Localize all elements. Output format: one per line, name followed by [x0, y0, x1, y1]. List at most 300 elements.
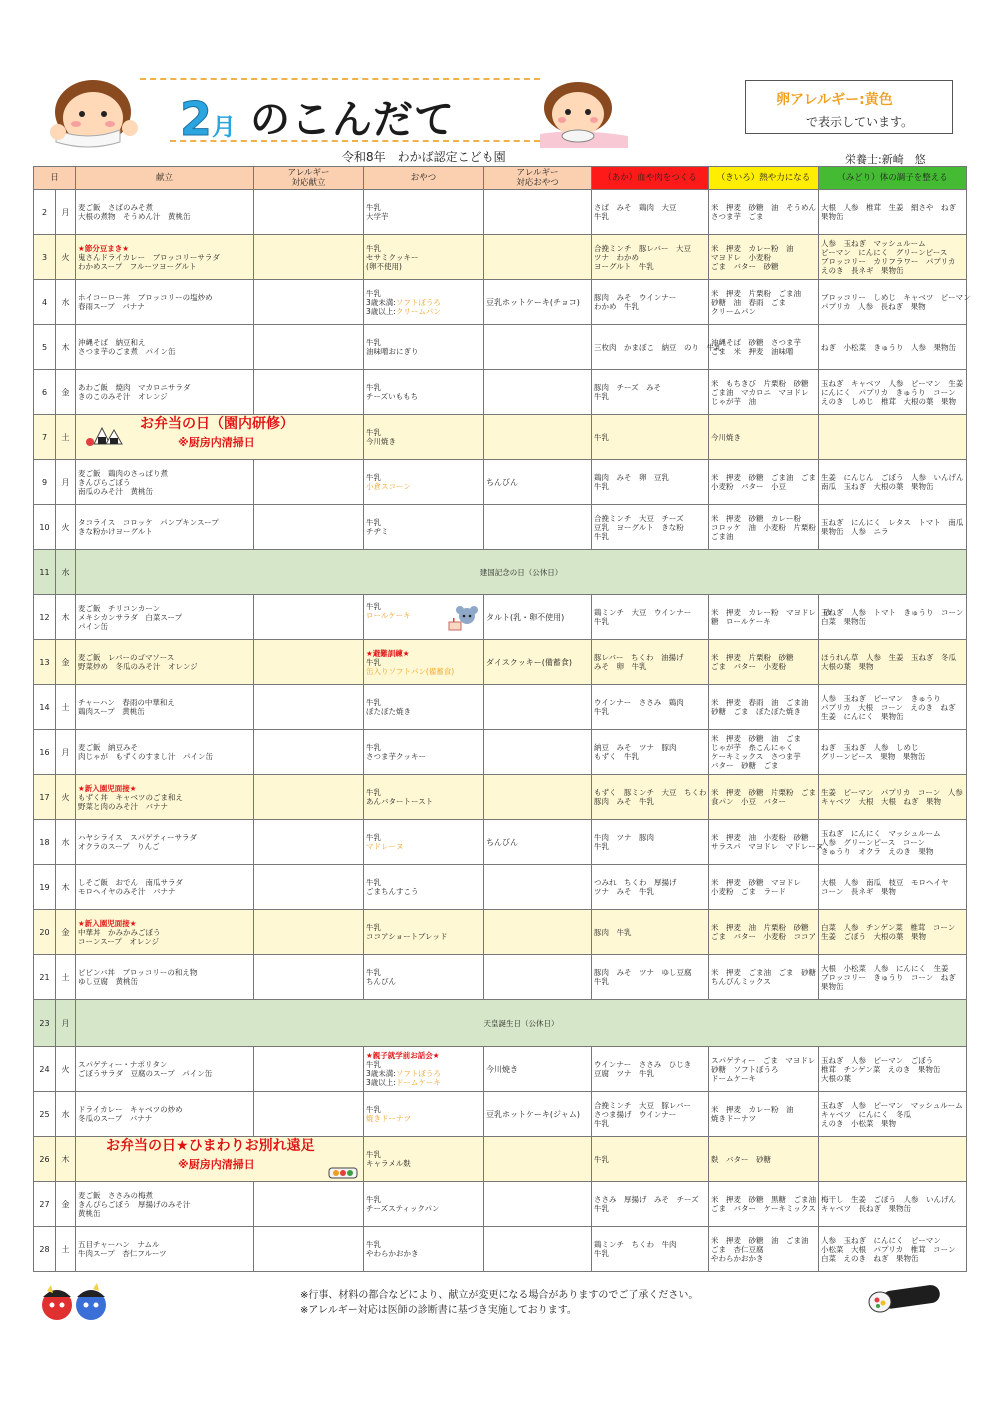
red-group-cell — [592, 595, 709, 640]
cell-line: 合挽ミンチ 大豆 チーズ — [594, 513, 684, 523]
column-header-allergy-menu: アレルギー 対応献立 — [254, 167, 364, 190]
cell-line: 牛乳 — [366, 1240, 382, 1249]
weekday: 土 — [56, 955, 76, 1000]
cell-line: 玉ねぎ にんにく マッシュルーム — [821, 828, 941, 838]
cell-line: 沖縄そば 砂糖 さつま芋 — [711, 338, 802, 347]
day-number: 5 — [34, 325, 56, 370]
cell-line: 米 押麦 砂糖 油 そうめん — [711, 203, 817, 212]
cell-line: さつま芋 ごま — [711, 212, 764, 221]
cell-line: 豆腐 ツナ 牛乳 — [594, 1069, 655, 1078]
day-number: 21 — [34, 955, 56, 1000]
age-prefix: 3歳未満: — [366, 1069, 396, 1078]
cell-line: わかめ 牛乳 — [594, 302, 640, 311]
table-row — [34, 235, 967, 280]
cell-line: 小倉スコーン — [366, 482, 411, 491]
cell-line: 人参 玉ねぎ ピーマン きゅうり — [821, 693, 941, 703]
cell-line: 肉じゃが もずくのすまし汁 パイン缶 — [78, 752, 214, 761]
cell-line: 大根 人参 南瓜 枝豆 モロヘイヤ — [821, 878, 949, 887]
cell-line: 糖 ロールケーキ — [711, 617, 771, 626]
cell-line: 生姜 にんじん ごぼう 人参 いんげん — [821, 473, 964, 482]
allergy-snack-cell: ちんびん — [484, 460, 592, 505]
yellow-group-cell — [709, 820, 824, 865]
cell-line: ブロッコリー カリフラワー パプリカ — [821, 257, 956, 266]
cell-line: 生姜 にんにく 果物缶 — [821, 711, 904, 721]
column-header-allergy-snack: アレルギー 対応おやつ — [484, 167, 592, 190]
cell-line: 牛乳 — [366, 473, 382, 482]
cell-line: 人参 グリーンピース コーン — [821, 837, 926, 847]
allergy-snack-cell: 豆乳ホットケーキ(ジャム) — [484, 1092, 592, 1137]
bento-day-subtitle: ※厨房内清掃日 — [178, 1157, 255, 1171]
cell-line: ごま バター 砂糖 — [711, 261, 779, 271]
cell-line: 牛乳 — [366, 1105, 382, 1114]
page-header — [0, 0, 1000, 168]
cell-line: 今川焼き — [711, 432, 742, 442]
table-row — [34, 685, 967, 730]
cell-line: ねぎ 小松菜 きゅうり 人参 果物缶 — [821, 342, 957, 352]
cell-line: 果物缶 人参 ニラ — [821, 527, 889, 536]
cell-line: あわご飯 焼肉 マカロニサラダ — [78, 383, 191, 392]
cell-line: スパゲティー・ナポリタン — [78, 1060, 168, 1069]
cell-line: ツナ わかめ — [594, 252, 640, 262]
menu-cell — [76, 1092, 254, 1137]
green-group-cell — [819, 955, 967, 1000]
green-group-cell — [819, 370, 967, 415]
weekday: 金 — [56, 1182, 76, 1227]
cell-line: パプリカ 人参 長ねぎ 果物 — [821, 302, 926, 311]
cell-line: さつま芋のごま煮 パイン缶 — [78, 347, 176, 356]
day-number: 3 — [34, 235, 56, 280]
day-number: 24 — [34, 1047, 56, 1092]
yellow-group-cell — [709, 1137, 819, 1182]
cell-line: コロッケ 油 小麦粉 片栗粉 — [711, 522, 816, 532]
green-group-cell — [819, 415, 967, 460]
cell-line: キャベツ 長ねぎ 果物缶 — [821, 1204, 912, 1213]
snack-cell — [364, 775, 484, 820]
allergy-menu-cell — [254, 190, 364, 235]
table-row — [34, 370, 967, 415]
egg-allergy-snack: ソフトぼうろ — [395, 297, 441, 307]
cell-line: にんにく パプリカ きゅうり コーン — [821, 387, 956, 397]
weekday: 月 — [56, 460, 76, 505]
decorative-dash-line — [140, 78, 540, 80]
cell-line: ウインナー ささみ 鶏肉 — [594, 698, 684, 707]
cell-line: マヨドレ 小麦粉 — [711, 252, 772, 262]
cell-line: 三枚肉 かまぼこ 納豆 のり 牛乳 — [594, 342, 722, 352]
table-row — [34, 640, 967, 685]
red-group-cell — [592, 685, 709, 730]
cell-line: 牛乳 — [366, 1195, 382, 1204]
cell-line: 砂糖 ごま ぼたぼた焼き — [711, 707, 802, 716]
red-group-cell — [592, 370, 709, 415]
cell-line: きのこのみそ汁 オレンジ — [78, 392, 168, 401]
yellow-group-cell — [709, 190, 819, 235]
cell-line: 牛乳 — [366, 788, 382, 797]
weekday: 月 — [56, 730, 76, 775]
cell-line: 鶏ミンチ ちくわ 牛肉 — [594, 1240, 677, 1249]
cell-line: 豚肉 みそ ウインナー — [594, 293, 677, 302]
green-group-cell — [819, 190, 967, 235]
allergy-menu-cell — [254, 820, 364, 865]
menu-cell — [76, 910, 254, 955]
yellow-group-cell — [709, 685, 819, 730]
cell-line: 牛乳 — [366, 878, 382, 887]
cell-line: 白菜 果物缶 — [821, 617, 867, 626]
red-group-cell — [592, 280, 709, 325]
cell-line: ウインナー ささみ ひじき — [594, 1060, 692, 1069]
bento-day-title: お弁当の日（園内研修） — [140, 415, 295, 432]
cell-line: 生姜 ごぼう 大根の葉 果物 — [821, 932, 927, 941]
yellow-group-cell — [709, 370, 819, 415]
day-number: 26 — [34, 1137, 56, 1182]
cell-line: グリーンピース 果物 果物缶 — [821, 752, 926, 761]
event-label: ★新入園児面接★ — [78, 918, 137, 928]
allergy-snack-cell — [484, 505, 592, 550]
table-row — [34, 1000, 967, 1047]
cell-line: 米 押麦 油 片栗粉 砂糖 — [711, 923, 809, 932]
allergy-menu-cell — [254, 955, 364, 1000]
cell-line: あんバタートースト — [366, 797, 434, 806]
cell-line: 豚肉 牛乳 — [594, 927, 632, 937]
yellow-group-cell — [709, 460, 819, 505]
cell-line: 牛乳 — [594, 707, 610, 716]
age-prefix: 3歳以上: — [366, 1078, 396, 1087]
cell-line: 野菜炒め 冬瓜のみそ汁 オレンジ — [78, 662, 198, 671]
column-header-snack: おやつ — [364, 167, 484, 190]
age-prefix: 3歳以上: — [366, 306, 396, 316]
day-number: 20 — [34, 910, 56, 955]
green-group-cell — [819, 865, 967, 910]
cell-line: もずく丼 キャベツのごま和え — [78, 792, 184, 802]
yellow-group-cell — [709, 325, 819, 370]
cell-line: もずく 牛乳 — [594, 752, 640, 761]
green-group-cell — [819, 730, 967, 775]
snack-cell — [364, 640, 484, 685]
cell-line: 焼きドーナツ — [366, 1114, 411, 1123]
cell-line: 牛乳 — [594, 432, 610, 442]
table-row — [34, 1137, 967, 1182]
allergy-menu-cell — [254, 595, 364, 640]
weekday: 土 — [56, 415, 76, 460]
column-header-green-group: （みどり）体の調子を整える — [819, 167, 967, 190]
weekday: 木 — [56, 325, 76, 370]
cell-line: 豚肉 チーズ みそ — [594, 383, 662, 392]
cell-line: 麦ご飯 鶏肉のさっぱり煮 — [78, 468, 169, 478]
cell-line: 鶏肉スープ 黄桃缶 — [78, 707, 145, 716]
allergy-snack-cell — [484, 685, 592, 730]
green-group-cell — [819, 1047, 967, 1092]
cell-line: 小松菜 大根 パプリカ 椎茸 コーン — [821, 1244, 956, 1254]
cell-line: ピーマン にんにく グリーンピース — [821, 248, 948, 257]
cell-line: ささみ 厚揚げ みそ チーズ — [594, 1195, 699, 1204]
yellow-group-cell — [709, 865, 819, 910]
menu-cell — [76, 595, 254, 640]
allergy-menu-cell — [254, 1227, 364, 1272]
cell-line: 牛乳 — [366, 203, 382, 212]
cell-line: じゃが芋 糸こんにゃく — [711, 743, 794, 752]
cell-line: もずく 豚ミンチ 大豆 ちくわ — [594, 788, 707, 797]
cell-line: ごぼうサラダ 豆腐のスープ パイン缶 — [78, 1069, 213, 1078]
snack-cell — [364, 325, 484, 370]
cell-line: 米 押麦 カレー粉 油 — [711, 243, 794, 253]
allergy-snack-cell — [484, 1227, 592, 1272]
red-group-cell — [592, 505, 709, 550]
weekday: 月 — [56, 1000, 76, 1047]
cell-line: ごま油 マカロニ マヨドレ — [711, 387, 809, 397]
holiday-label: 建国記念の日（公休日） — [76, 550, 967, 595]
allergy-menu-cell — [254, 280, 364, 325]
cell-line: 南瓜のみそ汁 黄桃缶 — [78, 486, 154, 496]
snack-cell — [364, 730, 484, 775]
yellow-group-cell — [709, 415, 819, 460]
weekday: 火 — [56, 1047, 76, 1092]
cell-line: 牛乳 — [366, 833, 382, 842]
table-row — [34, 1047, 967, 1092]
cell-line: 焼きドーナツ — [711, 1114, 756, 1123]
table-row — [34, 955, 967, 1000]
cell-line: 米 押麦 ごま油 ごま 砂糖 — [711, 968, 817, 977]
cell-line: 麦ご飯 レバーのゴマソース — [78, 653, 175, 662]
menu-cell — [76, 1047, 254, 1092]
onigiri-bento-icon — [84, 424, 124, 448]
cell-line: ごま 米 押麦 油味噌 — [711, 347, 794, 356]
cell-line: 麩 バター 砂糖 — [711, 1154, 772, 1164]
cell-line: つみれ ちくわ 厚揚げ — [594, 878, 677, 887]
cell-line: 牛乳 — [366, 383, 382, 392]
allergy-legend-line1: 卵アレルギー:黄色 — [776, 92, 893, 108]
cell-line: 牛乳 — [594, 482, 610, 491]
cell-line: さば みそ 鶏肉 大豆 — [594, 203, 677, 212]
cell-line: 豚レバー ちくわ 油揚げ — [594, 653, 684, 662]
cell-line: 牛乳 — [366, 698, 382, 707]
cell-line: (卵不使用) — [366, 261, 402, 271]
green-group-cell — [819, 280, 971, 325]
table-row — [34, 775, 967, 820]
cell-line: コーン 長ネギ 果物 — [821, 887, 896, 896]
egg-allergy-snack: クリームパン — [395, 306, 441, 316]
table-row — [34, 865, 967, 910]
yellow-group-cell — [709, 505, 819, 550]
menu-table — [33, 166, 971, 1272]
cell-line: 大根 小松菜 人参 にんにく 生姜 — [821, 963, 949, 973]
cell-line: 人参 玉ねぎ にんにく ピーマン — [821, 1235, 941, 1245]
allergy-menu-cell — [254, 460, 364, 505]
allergy-menu-cell — [254, 1182, 364, 1227]
menu-cell — [76, 370, 254, 415]
allergy-snack-cell — [484, 190, 592, 235]
cell-line: 小麦粉 バター 小豆 — [711, 482, 787, 491]
snack-cell — [364, 1182, 484, 1227]
day-number: 17 — [34, 775, 56, 820]
allergy-snack-cell — [484, 1182, 592, 1227]
cell-line: ドームケーキ — [711, 1073, 757, 1083]
allergy-menu-cell — [254, 1047, 364, 1092]
red-group-cell — [592, 1182, 709, 1227]
cell-line: 牛乳 — [594, 531, 610, 541]
cell-line: オクラのスープ りんご — [78, 842, 160, 851]
footer-notes — [300, 1288, 698, 1318]
cell-line: チヂミ — [366, 527, 389, 536]
cell-line: 米 押麦 片栗粉 砂糖 — [711, 653, 794, 662]
green-group-cell — [819, 1092, 967, 1137]
cell-line: 牛乳 — [594, 212, 610, 221]
cell-line: ぼたぼた焼き — [366, 707, 412, 716]
cell-line: ごまちんすこう — [366, 887, 419, 896]
table-row — [34, 505, 967, 550]
cell-line: ちんびんミックス — [711, 977, 771, 986]
yellow-group-cell — [709, 775, 819, 820]
allergy-legend-box — [745, 80, 953, 134]
green-group-cell — [819, 325, 967, 370]
allergy-snack-cell — [484, 415, 592, 460]
cell-line: ハヤシライス スパゲティーサラダ — [78, 833, 197, 842]
weekday: 水 — [56, 820, 76, 865]
nutritionist-name: 栄養士:新崎 悠 — [845, 153, 926, 166]
weekday: 金 — [56, 640, 76, 685]
cell-line: 牛乳 — [594, 842, 610, 851]
green-group-cell — [819, 1227, 967, 1272]
footer-note-2: ※アレルギー対応は医師の診断書に基づき実施しております。 — [300, 1305, 577, 1316]
snack-cell — [364, 955, 484, 1000]
red-group-cell — [592, 955, 709, 1000]
cell-line: メキシカンサラダ 白菜スープ — [78, 612, 183, 622]
day-number: 18 — [34, 820, 56, 865]
age-snack-line — [366, 307, 481, 316]
green-group-cell — [819, 595, 967, 640]
snack-cell — [364, 505, 484, 550]
day-number: 27 — [34, 1182, 56, 1227]
cell-line: 米 押麦 片栗粉 ごま油 — [711, 288, 802, 298]
mouse-cake-icon — [447, 606, 481, 632]
title-text: のこんだて — [250, 97, 456, 143]
allergy-legend-line2: で表示しています。 — [806, 115, 914, 129]
allergy-snack-cell — [484, 370, 592, 415]
day-number: 13 — [34, 640, 56, 685]
menu-cell — [76, 955, 254, 1000]
cell-line: 米 押麦 カレー粉 マヨドレ 砂 — [711, 608, 832, 617]
cell-line: モロヘイヤのみそ汁 バナナ — [78, 887, 176, 896]
day-number: 28 — [34, 1227, 56, 1272]
green-group-cell — [819, 775, 967, 820]
cell-line: バター 砂糖 ごま — [711, 761, 779, 770]
day-number: 7 — [34, 415, 56, 460]
cell-line: 中華丼 かみかみごぼう — [78, 927, 161, 937]
cell-line: 砂糖 油 春雨 ごま — [711, 297, 787, 307]
red-group-cell — [592, 730, 709, 775]
snack-cell — [364, 685, 484, 730]
green-group-cell — [819, 910, 967, 955]
yellow-group-cell — [709, 640, 819, 685]
weekday: 火 — [56, 505, 76, 550]
day-number: 11 — [34, 550, 56, 595]
green-group-cell — [819, 235, 967, 280]
green-group-cell — [819, 640, 967, 685]
snack-cell — [364, 910, 484, 955]
cell-line: 牛乳 — [366, 1060, 382, 1069]
allergy-snack-cell — [484, 730, 592, 775]
age-snack-line — [366, 1069, 481, 1078]
green-group-cell — [819, 685, 967, 730]
cell-line: 米 もちきび 片栗粉 砂糖 — [711, 378, 809, 388]
cell-line: 白菜 人参 チンゲン菜 椎茸 コーン — [821, 923, 956, 932]
cell-line: チャーハン 春雨の中華和え — [78, 698, 175, 707]
allergy-snack-cell: タルト(乳・卵不使用) — [484, 595, 592, 640]
day-number: 12 — [34, 595, 56, 640]
red-group-cell — [592, 325, 722, 370]
cell-line: 牛乳 — [366, 243, 382, 253]
cell-line: 麦ご飯 さばのみそ煮 — [78, 203, 154, 212]
cell-line: 南瓜 玉ねぎ 大根の葉 果物缶 — [821, 482, 934, 491]
cell-line: さつま芋クッキー — [366, 752, 427, 761]
cell-line: 牛乳 — [366, 518, 382, 527]
cell-line: 牛乳 — [366, 338, 382, 347]
cell-line: 大学芋 — [366, 212, 389, 221]
snack-cell — [364, 1047, 484, 1092]
snack-cell — [364, 1227, 484, 1272]
cell-line: タコライス コロッケ パンプキンスープ — [78, 518, 219, 527]
cell-line: 米 押麦 砂糖 ごま油 ごま — [711, 473, 817, 482]
cell-line: 牛乳 — [594, 1249, 610, 1258]
snack-cell — [364, 460, 484, 505]
cell-line: 大根の葉 果物 — [821, 662, 874, 671]
weekday: 木 — [56, 595, 76, 640]
allergy-menu-cell — [254, 1092, 364, 1137]
red-group-cell — [592, 865, 709, 910]
red-group-cell — [592, 640, 709, 685]
menu-cell — [76, 865, 254, 910]
snack-cell — [364, 235, 484, 280]
cell-line: 梅干し 生姜 ごぼう 人参 いんげん — [821, 1195, 957, 1204]
yellow-group-cell — [709, 1227, 819, 1272]
allergy-menu-cell — [254, 235, 364, 280]
menu-cell — [76, 505, 254, 550]
red-group-cell — [592, 1092, 709, 1137]
cell-line: 果物缶 — [821, 212, 844, 221]
cell-line: 牛乳 — [594, 617, 610, 626]
weekday: 木 — [56, 1137, 76, 1182]
menu-cell — [76, 1227, 254, 1272]
table-row — [34, 1227, 967, 1272]
cell-line: 黄桃缶 — [78, 1208, 101, 1218]
green-group-cell — [819, 820, 967, 865]
yellow-group-cell — [709, 730, 819, 775]
weekday: 水 — [56, 1092, 76, 1137]
cell-line: 米 押麦 カレー粉 油 — [711, 1105, 794, 1114]
allergy-snack-cell: ちんびん — [484, 820, 592, 865]
menu-cell — [76, 730, 254, 775]
cell-line: みそ 卵 牛乳 — [594, 662, 647, 671]
cell-line: 沖縄そば 納豆和え — [78, 338, 146, 347]
yellow-group-cell — [709, 955, 819, 1000]
table-row — [34, 1182, 967, 1227]
cell-line: 椎茸 チンゲン菜 えのき 果物缶 — [821, 1064, 941, 1074]
cell-line: 麦ご飯 チリコンカーン — [78, 603, 161, 613]
cell-line: ロールケーキ — [366, 611, 411, 620]
cell-line: ごま バター 小麦粉 ココア — [711, 932, 817, 941]
egg-allergy-snack: ソフトぼうろ — [395, 1069, 441, 1078]
snack-cell — [364, 190, 484, 235]
cell-line: パイン缶 — [78, 621, 109, 631]
yellow-group-cell — [709, 1182, 819, 1227]
oni-mask-illustration — [35, 1283, 115, 1323]
red-group-cell — [592, 910, 709, 955]
weekday: 火 — [56, 775, 76, 820]
allergy-snack-cell: 豆乳ホットケーキ(チョコ) — [484, 280, 592, 325]
weekday: 金 — [56, 370, 76, 415]
cell-line: さつま揚げ ウインナー — [594, 1109, 677, 1119]
snack-cell — [364, 1137, 484, 1182]
cell-line: えのき 長ネギ 果物缶 — [821, 266, 904, 275]
menu-cell — [76, 460, 254, 505]
